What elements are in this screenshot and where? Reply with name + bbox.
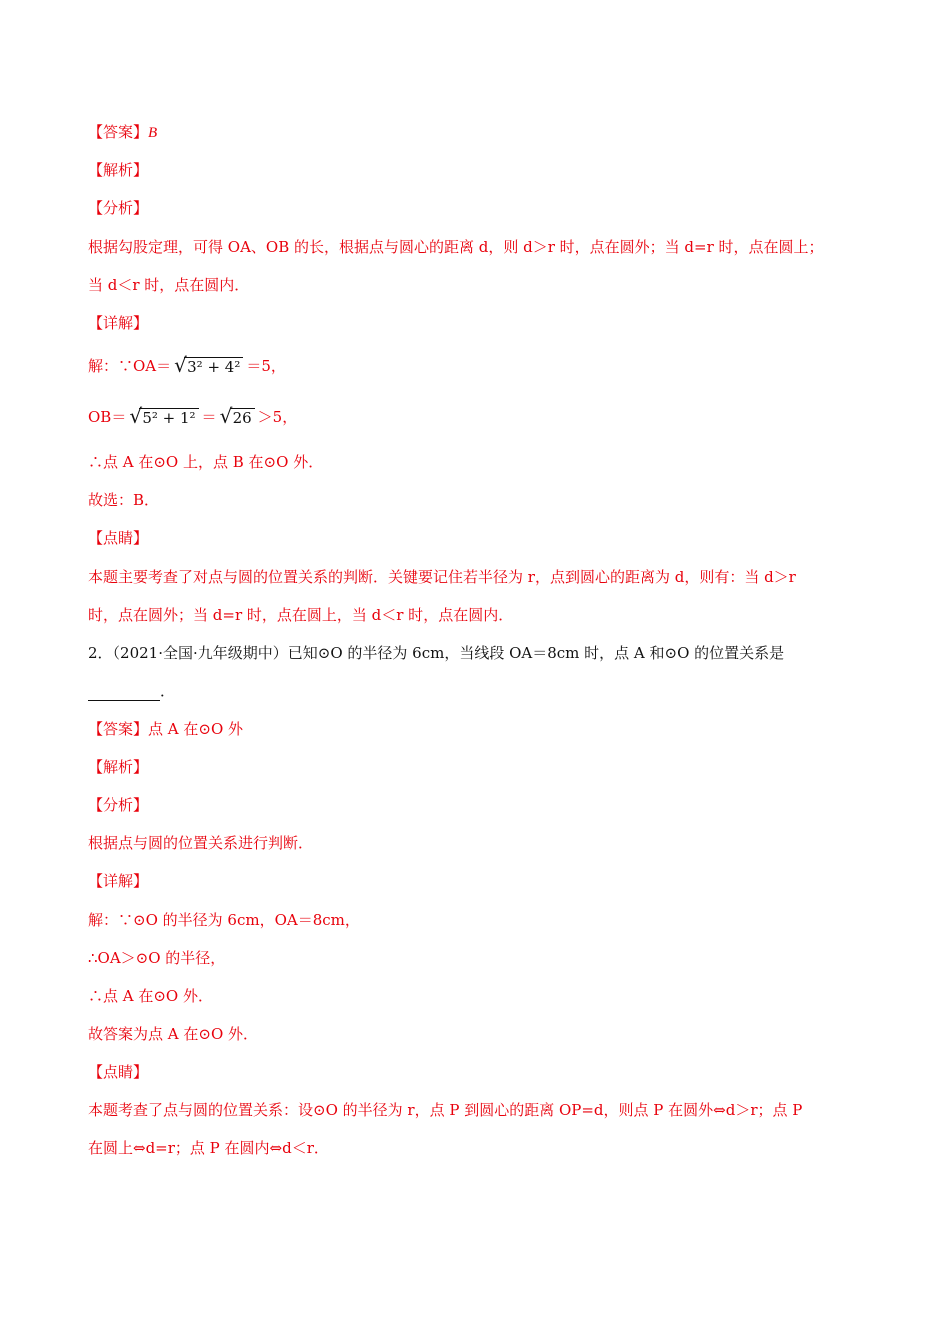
q2-analyze-tag: 【分析】 bbox=[88, 796, 149, 814]
q2-detail-tag: 【详解】 bbox=[88, 872, 149, 890]
q1-comment-1: 本题主要考查了对点与圆的位置关系的判断．关键要记住若半径为 r，点到圆心的距离为 d，则有：当 d＞r bbox=[88, 568, 796, 586]
q1-comment-2: 时，点在圆外；当 d=r 时，点在圆上，当 d＜r 时，点在圆内． bbox=[88, 606, 514, 624]
q2-question-end: ． bbox=[160, 682, 176, 700]
q2-answer-value: 点 A 在⊙O 外 bbox=[148, 720, 244, 738]
q2-answer bbox=[88, 719, 243, 739]
radical-icon: √ bbox=[129, 404, 143, 428]
q1-answer-tag: 【答案】 bbox=[88, 123, 149, 141]
q1-answer bbox=[88, 122, 157, 143]
q2-comment-tag: 【点睛】 bbox=[88, 1063, 149, 1081]
answer-blank bbox=[88, 684, 160, 701]
q2-solution-1: 解：∵⊙O 的半径为 6cm，OA＝8cm， bbox=[88, 911, 360, 929]
q1-analysis-text-1: 根据勾股定理，可得 OA、OB 的长，根据点与圆心的距离 d，则 d＞r 时，点在圆外；当 d=r 时，点在圆上； bbox=[88, 238, 824, 256]
q2-analysis-text: 根据点与圆的位置关系进行判断． bbox=[88, 834, 314, 852]
q2-comment-1: 本题考查了点与圆的位置关系：设⊙O 的半径为 r，点 P 到圆心的距离 OP=d，则点 P 在圆外⇔d＞r；点 P bbox=[88, 1101, 803, 1119]
q1-choice: 故选：B． bbox=[88, 491, 160, 509]
q2-answer-tag: 【答案】 bbox=[88, 720, 149, 738]
q1-comment-tag: 【点睛】 bbox=[88, 529, 149, 547]
q1-solution-ob-result: ＞5， bbox=[257, 408, 298, 426]
q2-analysis-tag: 【解析】 bbox=[88, 758, 149, 776]
q1-solution-oa bbox=[88, 353, 286, 377]
q1-solution-ob-prefix: OB＝ bbox=[88, 408, 127, 426]
radicand: 5² + 1² bbox=[139, 408, 198, 427]
sqrt-3-4 bbox=[174, 353, 243, 377]
q1-analysis-tag: 【解析】 bbox=[88, 161, 149, 179]
q2-solution-2: ∴OA＞⊙O 的半径， bbox=[88, 949, 226, 967]
radicand: 3² + 4² bbox=[184, 357, 243, 376]
q2-question-blank-line bbox=[88, 681, 175, 701]
q1-answer-value: B bbox=[148, 125, 158, 141]
q2-solution-4: 故答案为点 A 在⊙O 外． bbox=[88, 1025, 259, 1043]
q1-solution-prefix: 解：∵OA＝ bbox=[88, 357, 172, 375]
q2-comment-2: 在圆上⇔d=r；点 P 在圆内⇔d＜r． bbox=[88, 1139, 329, 1157]
q1-solution-oa-result: ＝5， bbox=[246, 357, 286, 375]
q1-analysis-text-2: 当 d＜r 时，点在圆内． bbox=[88, 276, 250, 294]
q2-solution-3: ∴点 A 在⊙O 外． bbox=[88, 987, 214, 1005]
radicand: 26 bbox=[230, 408, 255, 427]
q1-solution-ob bbox=[88, 404, 298, 428]
radical-icon: √ bbox=[219, 404, 233, 428]
sqrt-26 bbox=[219, 404, 255, 428]
q1-conclusion: ∴点 A 在⊙O 上，点 B 在⊙O 外． bbox=[88, 453, 324, 471]
radical-icon: √ bbox=[174, 353, 187, 377]
q1-analyze-tag: 【分析】 bbox=[88, 199, 149, 217]
q1-solution-ob-mid: ＝ bbox=[201, 408, 217, 426]
q2-question: 2．（2021·全国·九年级期中）已知⊙O 的半径为 6cm，当线段 OA＝8cm 时，点 A 和⊙O 的位置关系是 bbox=[88, 644, 785, 662]
sqrt-5-1 bbox=[129, 404, 198, 428]
q1-detail-tag: 【详解】 bbox=[88, 314, 149, 332]
